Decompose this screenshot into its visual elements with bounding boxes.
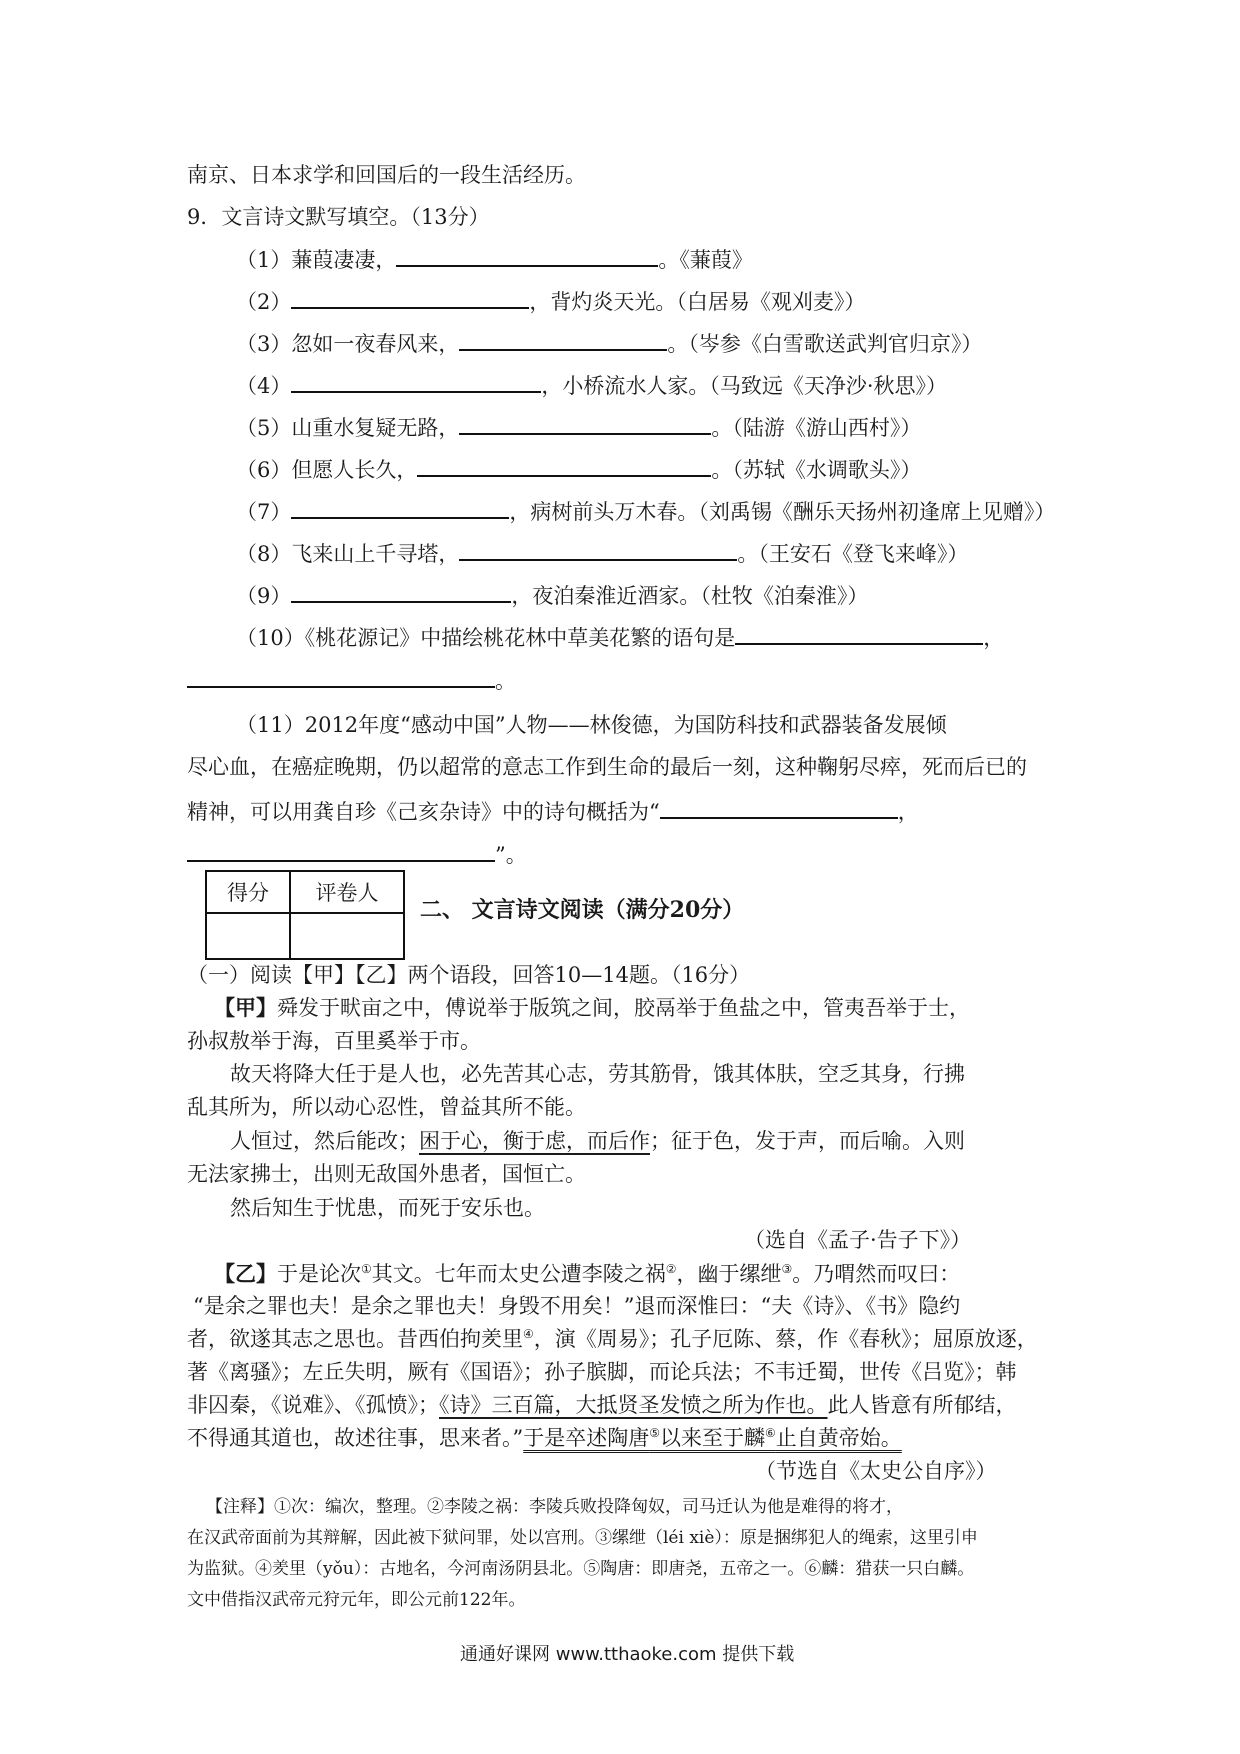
item-text-after: 。（岑参《白雪歌送武判官归京》） bbox=[667, 332, 983, 356]
q9-item-7 bbox=[236, 495, 1055, 527]
q9-item-10-cont bbox=[187, 664, 516, 696]
item-text-before: 蒹葭凄凄， bbox=[291, 248, 397, 272]
footnote-mark: ④ bbox=[523, 1327, 534, 1341]
yi-text: ，幽于缧绁 bbox=[676, 1262, 782, 1286]
item-number: （5） bbox=[236, 416, 292, 440]
item-number: （3） bbox=[236, 332, 292, 356]
item-number: （6） bbox=[236, 458, 292, 482]
item-text-after: ，小桥流水人家。（马致远《天净沙·秋思》） bbox=[541, 374, 948, 398]
answer-blank[interactable] bbox=[187, 838, 495, 862]
q9-item-11-line4 bbox=[187, 838, 527, 870]
yi-line-3 bbox=[187, 1324, 1038, 1354]
item-text-after: 。《蒹葭》 bbox=[658, 248, 753, 272]
jia-paragraph-1a bbox=[214, 993, 970, 1023]
answer-blank[interactable] bbox=[459, 537, 737, 561]
q9-item-11-line1: （11）2012年度“感动中国”人物——林俊德，为国防科技和武器装备发展倾 bbox=[236, 713, 947, 737]
item-text-after: 。（苏轼《水调歌头》） bbox=[711, 458, 922, 482]
closing-quote: ”。 bbox=[495, 843, 527, 867]
answer-blank[interactable] bbox=[417, 453, 711, 477]
q9-item-10 bbox=[236, 621, 1004, 653]
item-text: 精神，可以用龚自珍《己亥杂诗》中的诗句概括为“ bbox=[187, 800, 660, 824]
yi-line-4: 著《离骚》；左丘失明，厥有《国语》；孙子膑脚，而论兵法；不韦迁蜀，世传《吕览》；韩 bbox=[187, 1360, 1017, 1384]
period: 。 bbox=[495, 669, 516, 693]
jia-paragraph-3a bbox=[230, 1126, 965, 1156]
footer-download-text: 通通好课网 www.tthaoke.com 提供下载 bbox=[460, 1644, 795, 1665]
yi-text: 非囚秦，《说难》、《孤愤》； bbox=[187, 1393, 439, 1417]
underlined-sentence: 困于心，衡于虑，而后作 bbox=[419, 1129, 650, 1153]
underlined-sentence bbox=[523, 1426, 902, 1450]
item-text-after: ，夜泊秦淮近酒家。（杜牧《泊秦淮》） bbox=[511, 584, 869, 608]
answer-blank[interactable] bbox=[660, 795, 898, 819]
answer-blank[interactable] bbox=[291, 495, 509, 519]
yi-text: 者，欲遂其志之思也。昔西伯拘羑里 bbox=[187, 1327, 523, 1351]
q9-item-8 bbox=[236, 537, 968, 569]
item-text-before: 山重水复疑无路， bbox=[291, 416, 460, 440]
q9-item-1 bbox=[236, 243, 753, 275]
jia-label: 【甲】 bbox=[214, 995, 277, 1020]
item-text-after: ，背灼炎天光。（白居易《观刈麦》） bbox=[529, 290, 866, 314]
q9-item-5 bbox=[236, 411, 921, 443]
jia-paragraph-2b: 乱其所为，所以动心忍性，曾益其所不能。 bbox=[187, 1095, 586, 1119]
item-number: （8） bbox=[236, 542, 292, 566]
item-text-after: 。（王安石《登飞来峰》） bbox=[737, 542, 969, 566]
item-text: （10）《桃花源记》中描绘桃花林中草美花繁的语句是 bbox=[236, 626, 736, 650]
jia-text: 舜发于畎亩之中，傅说举于版筑之间，胶鬲举于鱼盐之中，管夷吾举于士， bbox=[277, 996, 970, 1020]
q9-item-6 bbox=[236, 453, 921, 485]
jia-paragraph-3b: 无法家拂士，出则无敌国外患者，国恒亡。 bbox=[187, 1162, 586, 1186]
item-number: （9） bbox=[236, 584, 292, 608]
item-text-before: 飞来山上千寻塔， bbox=[291, 542, 460, 566]
footnote-mark: ⑤ bbox=[649, 1426, 660, 1440]
yi-text: ，演《周易》；孔子厄陈、蔡，作《春秋》；屈原放逐， bbox=[533, 1327, 1038, 1351]
answer-blank[interactable] bbox=[291, 579, 511, 603]
answer-blank[interactable] bbox=[291, 285, 529, 309]
item-number: （1） bbox=[236, 248, 292, 272]
item-text-after: 。（陆游《游山西村》） bbox=[711, 416, 922, 440]
yi-line-2: “是余之罪也夫！是余之罪也夫！身毁不用矣！”退而深惟曰：“夫《诗》、《书》隐约 bbox=[193, 1294, 961, 1318]
grader-cell[interactable] bbox=[290, 913, 404, 959]
jia-paragraph-1b: 孙叔敖举于海，百里奚举于市。 bbox=[187, 1029, 481, 1053]
q9-item-9 bbox=[236, 579, 868, 611]
question-9-title: 9．文言诗文默写填空。（13分） bbox=[187, 205, 490, 229]
q9-item-11-line2: 尽心血，在癌症晚期，仍以超常的意志工作到生命的最后一刻，这种鞠躬尽瘁，死而后已的 bbox=[187, 755, 1027, 779]
q9-item-2 bbox=[236, 285, 865, 317]
notes-line-2: 在汉武帝面前为其辩解，因此被下狱问罪，处以宫刑。③缧绁（léi xiè）：原是捆绑犯人的绳索，这里引申 bbox=[187, 1528, 978, 1548]
q9-item-11-line3 bbox=[187, 795, 919, 827]
item-number: （7） bbox=[236, 500, 292, 524]
score-cell[interactable] bbox=[206, 913, 290, 959]
yi-source: （节选自《太史公自序》） bbox=[755, 1459, 997, 1483]
answer-blank[interactable] bbox=[291, 369, 541, 393]
answer-blank[interactable] bbox=[396, 243, 658, 267]
jia-paragraph-4: 然后知生于忧患，而死于安乐也。 bbox=[230, 1196, 545, 1220]
yi-text: 以来至于麟 bbox=[660, 1426, 765, 1450]
yi-line-1 bbox=[214, 1259, 960, 1289]
footnote-mark: ② bbox=[665, 1262, 677, 1276]
jia-paragraph-2a: 故天将降大任于是人也，必先苦其心志，劳其筋骨，饿其体肤，空乏其身，行拂 bbox=[230, 1062, 965, 1086]
item-text-after: ，病树前头万木春。（刘禹锡《酬乐天扬州初逢席上见赠》） bbox=[509, 500, 1056, 524]
yi-text: 。乃喟然而叹曰： bbox=[792, 1262, 961, 1286]
q9-item-4 bbox=[236, 369, 947, 401]
score-table bbox=[205, 870, 405, 960]
notes-line-1: 【注释】①次：编次，整理。②李陵之祸：李陵兵败投降匈奴，司马迁认为他是难得的将才， bbox=[206, 1497, 903, 1517]
q9-item-3 bbox=[236, 327, 982, 359]
yi-text: 止自黄帝始。 bbox=[775, 1426, 902, 1450]
comma: ， bbox=[897, 800, 919, 824]
yi-text: 其文。七年而太史公遭李陵之祸 bbox=[371, 1262, 666, 1286]
score-header: 得分 bbox=[206, 871, 290, 913]
section-2-title: 二、 文言诗文阅读（满分20分） bbox=[420, 897, 745, 923]
footnote-mark: ① bbox=[361, 1262, 372, 1276]
yi-text: 不得通其道也，故述往事，思来者。” bbox=[187, 1426, 524, 1450]
jia-text: 人恒过，然后能改； bbox=[230, 1129, 419, 1153]
intro-tail-text: 南京、日本求学和回国后的一段生活经历。 bbox=[187, 163, 586, 187]
item-number: （2） bbox=[236, 290, 292, 314]
item-text-before: 但愿人长久， bbox=[291, 458, 418, 482]
notes-line-4: 文中借指汉武帝元狩元年，即公元前122年。 bbox=[187, 1590, 526, 1610]
answer-blank[interactable] bbox=[187, 664, 495, 688]
footnote-mark: ③ bbox=[781, 1262, 793, 1276]
yi-text: 于是卒述陶唐 bbox=[523, 1426, 650, 1450]
footnote-mark: ⑥ bbox=[765, 1426, 776, 1440]
answer-blank[interactable] bbox=[735, 621, 983, 645]
yi-line-6 bbox=[187, 1423, 902, 1453]
item-number: （4） bbox=[236, 374, 292, 398]
notes-line-3: 为监狱。④羑里（yǒu）：古地名，今河南汤阴县北。⑤陶唐：即唐尧，五帝之一。⑥麟：猎获一只白麟。 bbox=[187, 1559, 975, 1579]
item-text-before: 忽如一夜春风来， bbox=[291, 332, 460, 356]
jia-text: ；征于色，发于声，而后喻。入则 bbox=[650, 1129, 965, 1153]
comma: ， bbox=[983, 626, 1005, 650]
yi-line-5 bbox=[187, 1390, 1017, 1420]
answer-blank[interactable] bbox=[459, 411, 711, 435]
jia-source: （选自《孟子·告子下》） bbox=[744, 1228, 972, 1252]
yi-label: 【乙】 bbox=[214, 1261, 277, 1286]
grader-header: 评卷人 bbox=[290, 871, 404, 913]
yi-text: 此人皆意有所郁结， bbox=[827, 1393, 1017, 1417]
part-1-instruction: （一）阅读【甲】【乙】两个语段，回答10—14题。（16分） bbox=[187, 963, 751, 987]
answer-blank[interactable] bbox=[459, 327, 667, 351]
underlined-sentence: 《诗》三百篇，大抵贤圣发愤之所为作也。 bbox=[439, 1393, 828, 1417]
yi-text: 于是论次 bbox=[277, 1262, 361, 1286]
